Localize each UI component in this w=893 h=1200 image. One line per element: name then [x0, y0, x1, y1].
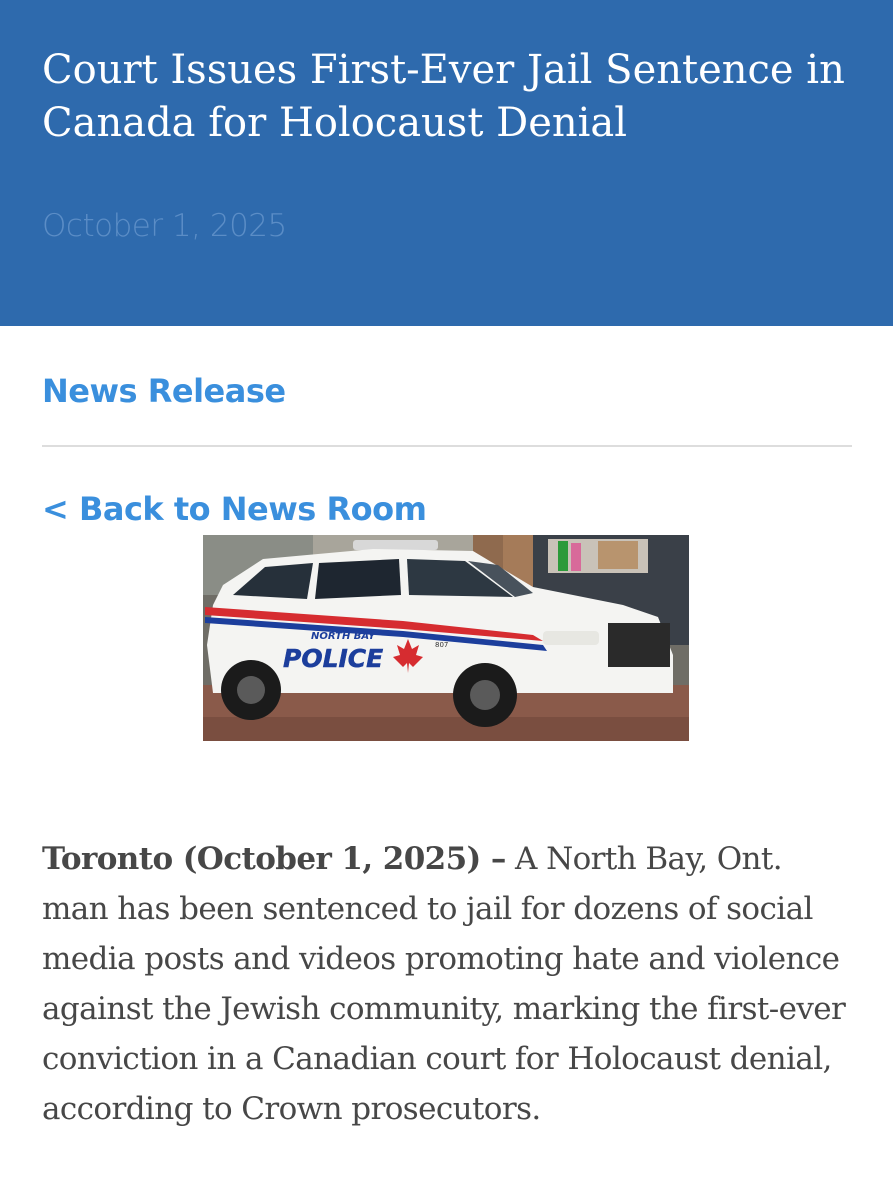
page-title: Court Issues First-Ever Jail Sentence in Canada for Holocaust Denial — [42, 47, 845, 146]
unit-number: 807 — [435, 641, 449, 649]
article-lead: Toronto (October 1, 2025) – — [42, 841, 506, 877]
section-label: News Release — [42, 372, 286, 410]
publish-date: October 1, 2025 — [42, 208, 287, 244]
back-to-news-room-link[interactable]: < Back to News Room — [42, 490, 427, 528]
car-text-police: POLICE — [283, 644, 384, 673]
police-car-photo — [203, 535, 689, 741]
article-body — [42, 834, 854, 1134]
car-text-north-bay: NORTH BAY — [311, 631, 376, 642]
article-text: A North Bay, Ont. man has been sentenced to jail for dozens of social media posts and videos promoting hate and violence against the Jewish community, marking the first-ever conviction in a Canadian court for Holocaust denial, according to Crown prosecutors. — [42, 841, 846, 1127]
article-header — [0, 0, 893, 326]
divider — [42, 445, 852, 447]
